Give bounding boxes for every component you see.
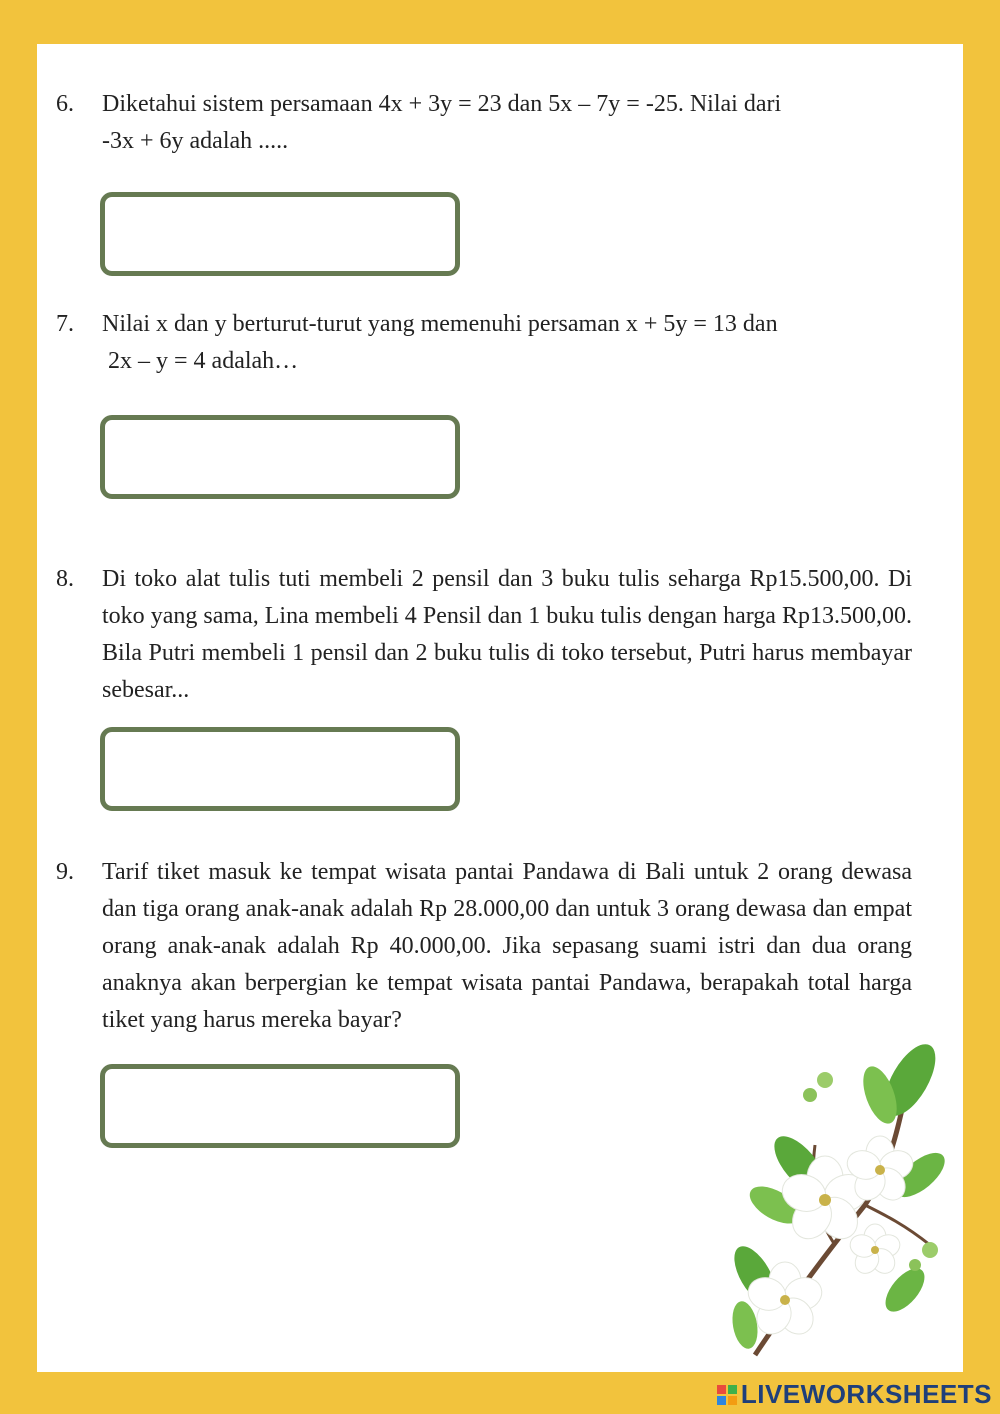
answer-box-6[interactable] — [100, 192, 460, 276]
answer-box-8[interactable] — [100, 727, 460, 811]
question-number: 9. — [56, 859, 74, 885]
question-6 — [56, 86, 912, 160]
answer-box-7[interactable] — [100, 415, 460, 499]
answer-box-9[interactable] — [100, 1064, 460, 1148]
question-9 — [56, 854, 912, 1039]
flower-illustration — [715, 1035, 950, 1365]
question-7 — [56, 306, 912, 380]
liveworksheets-logo-icon — [717, 1385, 737, 1405]
question-text: Tarif tiket masuk ke tempat wisata pantai Pandawa di Bali untuk 2 orang dewasa dan tiga orang anak-anak adalah Rp 28.000,00 dan untuk 3 orang dewasa dan empat orang anak-anak adalah Rp 40.000,00. Jika sepasang suami istri dan dua orang anaknya akan berpergian ke tempat wisata pantai Pandawa, berapakah total harga tiket yang harus mereka bayar? — [102, 859, 912, 1033]
question-text: Di toko alat tulis tuti membeli 2 pensil dan 3 buku tulis seharga Rp15.500,00. Di toko yang sama, Lina membeli 4 Pensil dan 1 buku tulis dengan harga Rp13.500,00. Bila Putri membeli 1 pensil dan 2 buku tulis di toko tersebut, Putri harus membayar sebesar... — [102, 566, 912, 703]
question-text-line2: 2x – y = 4 adalah… — [108, 348, 299, 374]
brand-name: LIVEWORKSHEETS — [740, 1379, 992, 1409]
question-number: 7. — [56, 311, 74, 337]
question-text-line2: -3x + 6y adalah ..... — [102, 128, 289, 154]
question-number: 6. — [56, 91, 74, 117]
liveworksheets-logo — [717, 1379, 992, 1410]
question-text-line1: Nilai x dan y berturut-turut yang memenuhi persaman x + 5y = 13 dan — [102, 311, 778, 337]
question-8 — [56, 561, 912, 709]
question-number: 8. — [56, 566, 74, 592]
question-text-line1: Diketahui sistem persamaan 4x + 3y = 23 dan 5x – 7y = -25. Nilai dari — [102, 91, 782, 117]
